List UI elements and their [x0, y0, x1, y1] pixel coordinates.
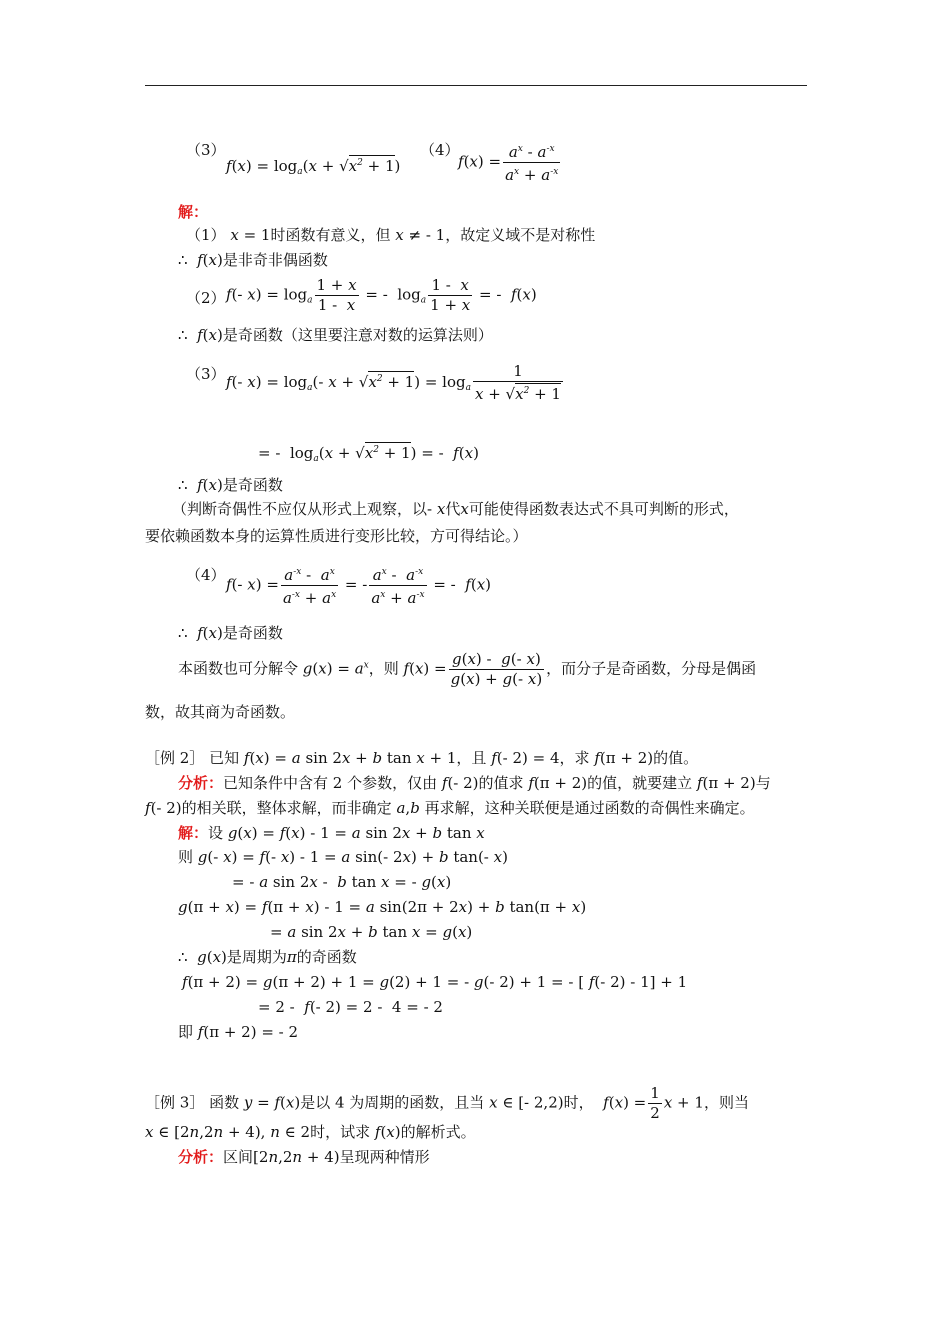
- example-3-statement-line1: ［例 3］ 函数 y = f(x)是以 4 为周期的函数，且当 x ∈ [- 2,2)时， f(x) = $\frac{1}{2}$ x + 1，则当: [145, 1084, 749, 1122]
- sol-2-conclusion: ∴ f(x)是奇函数（这里要注意对数的运算法则）: [178, 326, 493, 344]
- example-2-solution-5: = a sin 2x + b tan x = g(x): [270, 923, 473, 941]
- example-2-statement: ［例 2］ 已知 f(x) = a sin 2x + b tan x + 1，且 f(- 2) = 4，求 f(π + 2)的值。: [145, 749, 699, 767]
- sol-3-formula-b: = - $\log_a(x + √x^2 + 1)$ = - f(x): [258, 444, 479, 464]
- item-3-label: （3）: [186, 141, 226, 159]
- example-2-solution-1: 解：设 g(x) = f(x) - 1 = a sin 2x + b tan x: [178, 824, 485, 842]
- sol-2-label: （2）: [186, 289, 226, 307]
- example-2-solution-3: = - a sin 2x - b tan x = - g(x): [232, 873, 452, 891]
- header-rule: [145, 85, 807, 86]
- example-2-solution-7: f(π + 2) = g(π + 2) + 1 = g(2) + 1 = - g(- 2) + 1 = - [ f(- 2) - 1] + 1: [182, 973, 688, 991]
- example-3-analysis: 分析：区间[2n,2n + 4)呈现两种情形: [178, 1148, 430, 1166]
- sol-4-conclusion: ∴ f(x)是奇函数: [178, 624, 283, 642]
- alt-explanation-line2: 数，故其商为奇函数。: [145, 703, 296, 721]
- problem-3-formula: $f(x) = \log_a(x + √x^2 + 1)$: [226, 157, 401, 177]
- item-4-label: （4）: [420, 141, 460, 159]
- example-2-solution-6: ∴ g(x)是周期为π的奇函数: [178, 948, 357, 966]
- sol-1-conclusion: ∴ f(x)是非奇非偶函数: [178, 251, 328, 269]
- sol-3-conclusion: ∴ f(x)是奇函数: [178, 476, 283, 494]
- problem-4-formula: f(x) = $\frac{a^x - a^{-x}}{a^x + a^{-x}}$: [458, 140, 562, 185]
- sol-4-label: （4）: [186, 566, 226, 584]
- judge-note-line1: （判断奇偶性不应仅从形式上观察，以- x代x可能使得函数表达式不具可判断的形式，: [172, 500, 739, 518]
- solution-heading: 解：: [178, 203, 209, 221]
- judge-note-line2: 要依赖函数本身的运算性质进行变形比较，方可得结论。）: [145, 527, 528, 545]
- example-2-analysis-line1: 分析：已知条件中含有 2 个参数，仅由 f(- 2)的值求 f(π + 2)的值，就要建立 f(π + 2)与: [178, 774, 771, 792]
- example-3-statement-line2: x ∈ [2n,2n + 4), n ∈ 2时，试求 f(x)的解析式。: [145, 1123, 476, 1141]
- sol-2-formula: f(- $x) = \log_a$ $\frac{1 + x}{1 - x}$ = - $\log_a$ $\frac{1 - x}{1 + x}$ = - f(x): [226, 276, 537, 314]
- sol-3-label: （3）: [186, 365, 226, 383]
- sol-3-formula-a: f(- $x) = \log_a(-$ $x + √x^2 + 1) = \log_a$ $\frac{1}{x + √x^2 + 1}$: [226, 362, 561, 403]
- example-2-solution-2: 则 g(- x) = f(- x) - 1 = a sin(- 2x) + b tan(- x): [178, 848, 508, 866]
- sol-1-line: （1） x = 1时函数有意义，但 x ≠ - 1，故定义域不是对称性: [186, 226, 596, 244]
- example-2-solution-4: g(π + x) = f(π + x) - 1 = a sin(2π + 2x) + b tan(π + x): [178, 898, 587, 916]
- alt-explanation-line1: 本函数也可分解令 $g(x) = a^x$，则 f(x) = $\frac{g(x) - g(- x)}{g(x) + g(- x)}$ ，而分子是奇函数，分母是偶函: [178, 650, 757, 688]
- example-2-analysis-line2: f(- 2)的相关联，整体求解，而非确定 a,b 再求解，这种关联便是通过函数的奇偶性来确定。: [145, 799, 755, 817]
- example-2-solution-9: 即 f(π + 2) = - 2: [178, 1023, 299, 1041]
- example-2-solution-8: = 2 - f(- 2) = 2 - 4 = - 2: [258, 998, 443, 1016]
- sol-4-formula: f(- x) = $\frac{a^{-x} - a^x}{a^{-x} + a^x}$ = - $\frac{a^x - a^{-x}}{a^x + a^{-x}}$ = - f(x): [226, 563, 491, 608]
